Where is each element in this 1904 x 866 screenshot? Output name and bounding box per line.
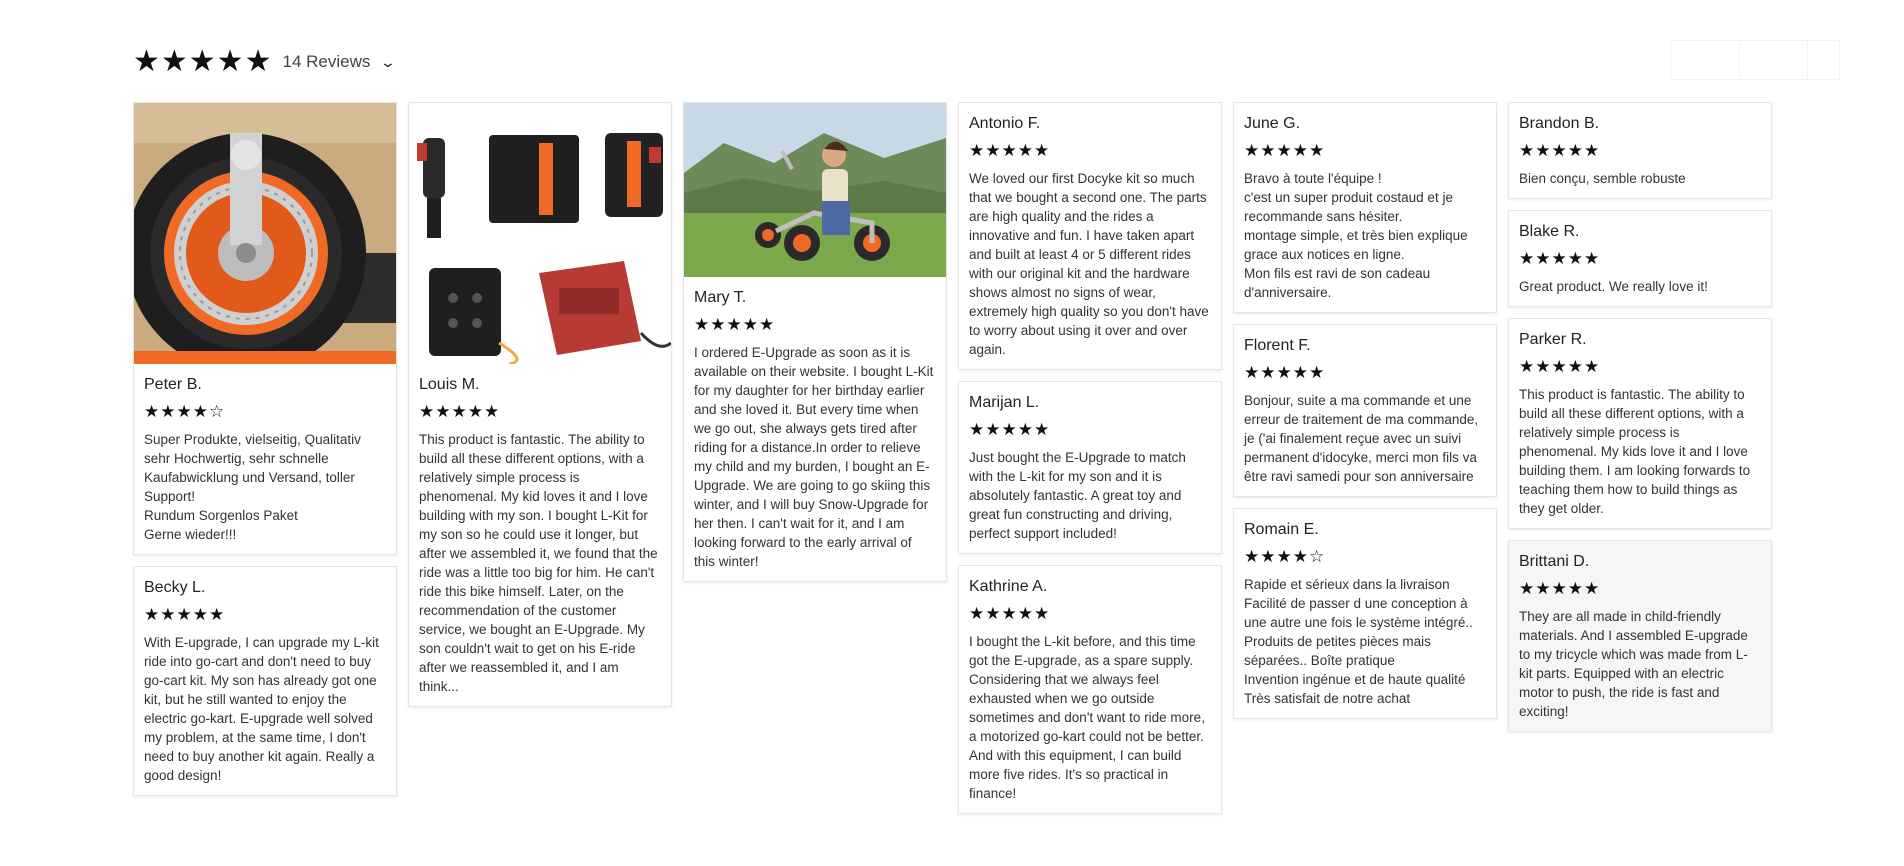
review-card[interactable] (1508, 318, 1772, 529)
reviewer-name: Blake R. (1519, 223, 1580, 240)
review-card[interactable] (408, 102, 672, 707)
review-rating-stars: ★★★★☆ (144, 402, 226, 421)
review-text: We loved our first Docyke kit so much that we bought a second one. The parts are high quality and the rides a innovative and fun. I have taken apart and built at least 4 or 5 different rides with our original kit and the hardware shows almost no signs of wear, extremely high quality so you don't have to worry about using it over and over again. (969, 171, 1209, 357)
review-card[interactable] (1508, 102, 1772, 199)
reviewer-name: Kathrine A. (969, 578, 1048, 595)
review-text: They are all made in child-friendly materials. And I assembled E-upgrade to my tricycle which was made from L-kit parts. Equipped with an electric motor to push, the ride is fast and exciting! (1519, 609, 1748, 719)
review-rating-stars: ★★★★★ (969, 141, 1051, 160)
review-rating-stars: ★★★★☆ (1244, 547, 1326, 566)
review-rating-stars: ★★★★★ (419, 402, 501, 421)
review-card[interactable] (1508, 540, 1772, 732)
review-rating-stars: ★★★★★ (969, 604, 1051, 623)
reviewer-name: Brittani D. (1519, 553, 1590, 570)
review-text: Great product. We really love it! (1519, 279, 1708, 294)
reviewer-name: Mary T. (694, 289, 747, 306)
reviews-column (683, 102, 947, 582)
review-rating-stars: ★★★★★ (1519, 357, 1601, 376)
reviewer-name: Brandon B. (1519, 115, 1600, 132)
review-card[interactable] (1508, 210, 1772, 307)
review-card[interactable] (958, 565, 1222, 814)
review-card[interactable] (683, 102, 947, 582)
review-rating-stars: ★★★★★ (969, 420, 1051, 439)
reviewer-name: Parker R. (1519, 331, 1587, 348)
review-text: This product is fantastic. The ability to build all these different options, with a relatively simple process is phenomenal. My kid loves it and I love building with my son. I bought L-Kit for my son so he could use it longer, but after we assembled it, we found that the ride was a little too big for him. He can't ride this bike himself. Later, on the recommendation of the customer service, we bought an E-Upgrade. My son couldn't wait to get on his E-ride after we reassembled it, and I am think... (419, 432, 658, 694)
review-text: With E-upgrade, I can upgrade my L-kit ride into go-cart and don't need to buy go-cart kit. My son has already got one kit, but he still wanted to enjoy the electric go-kart. E-upgrade well solved my problem, at the same time, I don't need to buy another kit again. Really a good design! (144, 635, 379, 783)
reviewer-name: Antonio F. (969, 115, 1041, 132)
review-text: Bravo à toute l'équipe ! c'est un super produit costaud et je recommande sans hésiter. montage simple, et très bien explique grace aux notices en ligne. Mon fils est ravi de son cadeau d'anniversaire. (1244, 171, 1468, 300)
reviews-column (133, 102, 397, 796)
reviews-column (958, 102, 1222, 814)
chevron-down-icon[interactable]: ⌄ (380, 53, 397, 70)
sort-widget-divider (1739, 41, 1740, 79)
reviewer-name: Peter B. (144, 376, 202, 393)
review-card[interactable] (133, 566, 397, 796)
reviewer-name: Becky L. (144, 579, 206, 596)
child-riding-photo[interactable] (684, 103, 946, 277)
sort-widget-divider (1807, 41, 1808, 79)
reviews-summary[interactable] (133, 44, 397, 80)
review-text: This product is fantastic. The ability to build all these different options, with a relatively simple process is phenomenal. My kids love it and I love building them. I am looking forwards to teaching them how to build things as they get older. (1519, 387, 1751, 516)
reviews-grid (133, 102, 1772, 814)
review-card[interactable] (1233, 508, 1497, 719)
average-rating-stars: ★★★★★ (133, 45, 273, 78)
review-rating-stars: ★★★★★ (1519, 249, 1601, 268)
reviewer-name: Marijan L. (969, 394, 1040, 411)
reviewer-name: June G. (1244, 115, 1301, 132)
review-text: I ordered E-Upgrade as soon as it is available on their website. I bought L-Kit for my daughter for her birthday earlier and she loved it. But every time when we go out, she always gets tired after riding for a distance.In order to relieve my child and my burden, I bought an E-Upgrade. We are going to go skiing this winter, and I will buy Snow-Upgrade for her then. I can't wait for it, and I am looking forward to the early arrival of this winter! (694, 345, 934, 569)
review-card[interactable] (133, 102, 397, 555)
reviews-column (408, 102, 672, 707)
review-card[interactable] (1233, 324, 1497, 497)
reviews-column (1508, 102, 1772, 732)
review-rating-stars: ★★★★★ (144, 605, 226, 624)
battery-kit-photo[interactable] (409, 103, 671, 364)
reviews-column (1233, 102, 1497, 719)
review-card[interactable] (958, 381, 1222, 554)
review-rating-stars: ★★★★★ (1244, 141, 1326, 160)
review-card[interactable] (958, 102, 1222, 370)
review-rating-stars: ★★★★★ (694, 315, 776, 334)
review-rating-stars: ★★★★★ (1519, 579, 1601, 598)
review-text: Rapide et sérieux dans la livraison Facilité de passer d une conception à une autre une fois le système intégré.. Produits de petites pièces mais séparées.. Boîte pratique Invention ingénue et de haute qualité Très satisfait de notre achat (1244, 577, 1473, 706)
wheel-photo[interactable] (134, 103, 396, 364)
reviewer-name: Romain E. (1244, 521, 1319, 538)
review-rating-stars: ★★★★★ (1519, 141, 1601, 160)
review-rating-stars: ★★★★★ (1244, 363, 1326, 382)
reviews-count[interactable]: 14 Reviews (282, 52, 371, 71)
reviewer-name: Louis M. (419, 376, 480, 393)
review-text: I bought the L-kit before, and this time got the E-upgrade, as a spare supply. Considering that we always feel exhausted when we go outside sometimes and don't want to ride more, a motorized go-kart could not be better. And with this equipment, I can build more five rides. It's so practical in finance! (969, 634, 1205, 801)
review-text: Bien conçu, semble robuste (1519, 171, 1686, 186)
reviewer-name: Florent F. (1244, 337, 1311, 354)
review-text: Bonjour, suite a ma commande et une erreur de traitement de ma commande, je ('ai finalement reçue avec un suivi permanent d'idocyke, merci mon fils va être ravi samedi pour son anniversaire (1244, 393, 1479, 484)
review-card[interactable] (1233, 102, 1497, 313)
review-text: Just bought the E-Upgrade to match with the L-kit for my son and it is absolutely fantastic. A great toy and great fun constructing and driving, perfect support included! (969, 450, 1186, 541)
sort-widget[interactable] (1670, 40, 1840, 80)
review-text: Super Produkte, vielseitig, Qualitativ sehr Hochwertig, sehr schnelle Kaufabwicklung und Versand, toller Support! Rundum Sorgenlos Paket Gerne wieder!!! (144, 432, 361, 542)
